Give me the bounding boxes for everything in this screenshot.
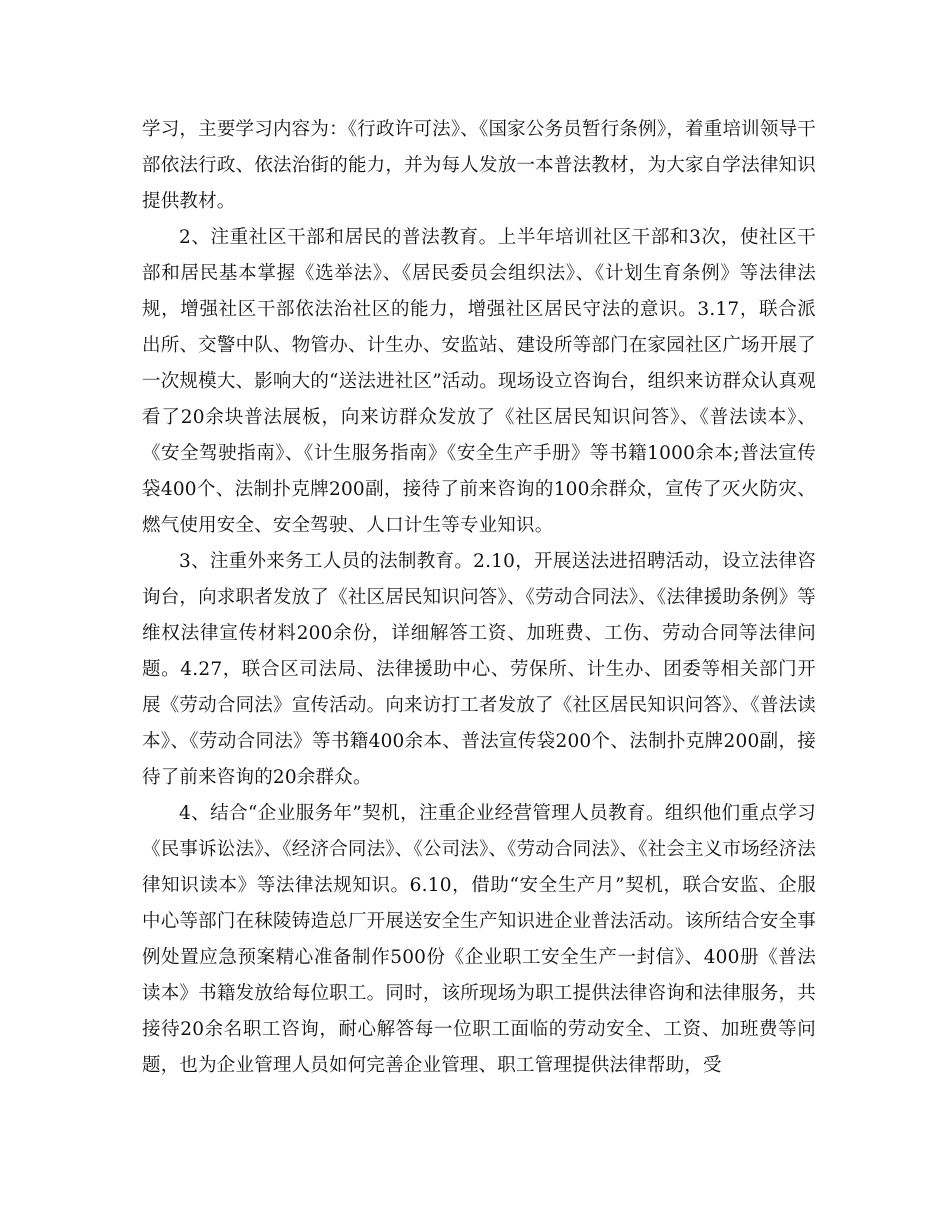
paragraph-migrant-workers: 3、注重外来务工人员的法制教育。2.10，开展送法进招聘活动，设立法律咨询台，向求职者发放了《社区居民知识问答》、《劳动合同法》、《法律援助条例》等维权法律宣传材料200余份，详细解答工资、加班费、工伤、劳动合同等法律问题。4.27，联合区司法局、法律援助中心、劳保所、计生办、团委等相关部门开展《劳动合同法》宣传活动。向来访打工者发放了《社区居民知识问答》、《普法读本》、《劳动合同法》等书籍400余本、普法宣传袋200个、法制扑克牌200副，接待了前来咨询的20余群众。: [142, 551, 816, 788]
paragraph-community-education: 2、注重社区干部和居民的普法教育。上半年培训社区干部和3次，使社区干部和居民基本掌握《选举法》、《居民委员会组织法》、《计划生育条例》等法律法规，增强社区干部依法治社区的能力，增强社区居民守法的意识。3.17，联合派出所、交警中队、物管办、计生办、安监站、建设所等部门在家园社区广场开展了一次规模大、影响大的“送法进社区”活动。现场设立咨询台，组织来访群众认真观看了20余块普法展板，向来访群众发放了《社区居民知识问答》、《普法读本》、《安全驾驶指南》、《计生服务指南》《安全生产手册》等书籍1000余本;普法宣传袋400个、法制扑克牌200副，接待了前来咨询的100余群众，宣传了灭火防灾、燃气使用安全、安全驾驶、人口计生等专业知识。: [142, 227, 816, 536]
paragraph-continuation: 学习，主要学习内容为：《行政许可法》、《国家公务员暂行条例》，着重培训领导干部依法行政、依法治街的能力，并为每人发放一本普法教材，为大家自学法律知识提供教材。: [142, 119, 816, 212]
paragraph-enterprise-management: 4、结合“企业服务年”契机，注重企业经营管理人员教育。组织他们重点学习《民事诉讼法》、《经济合同法》、《公司法》、《劳动合同法》、《社会主义市场经济法律知识读本》等法律法规知识。6.10，借助“安全生产月”契机，联合安监、企服中心等部门在秣陵铸造总厂开展送安全生产知识进企业普法活动。该所结合安全事例处置应急预案精心准备制作500份《企业职工安全生产一封信》、400册《普法读本》书籍发放给每位职工。同时，该所现场为职工提供法律咨询和法律服务，共接待20余名职工咨询，耐心解答每一位职工面临的劳动安全、工资、加班费等问题，也为企业管理人员如何完善企业管理、职工管理提供法律帮助，受: [142, 803, 817, 1076]
document-body: [142, 112, 816, 1084]
